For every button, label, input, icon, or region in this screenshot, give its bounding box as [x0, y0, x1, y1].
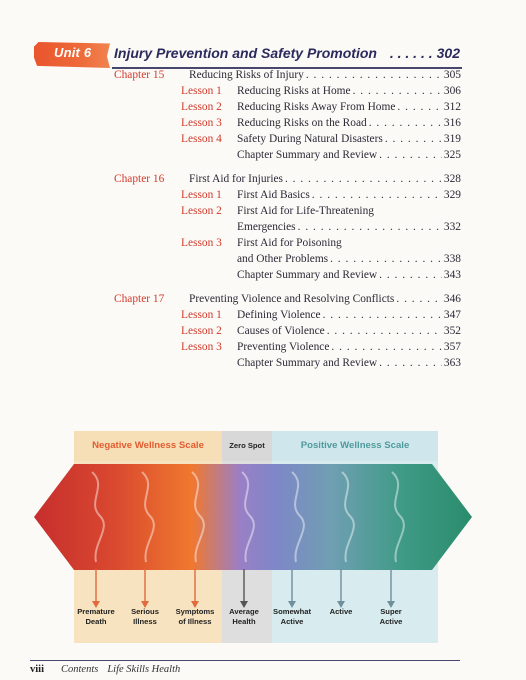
unit-title: Injury Prevention and Safety Promotion: [114, 45, 377, 61]
summary-title: Chapter Summary and Review: [237, 357, 378, 369]
chapter-tag: Chapter 17: [114, 293, 165, 305]
leader-dots: [331, 340, 441, 355]
lesson-tag: Lesson 4: [181, 133, 222, 145]
zero-spot-header: Zero Spot: [222, 431, 272, 461]
lesson-page: 357: [443, 341, 461, 353]
lesson-tag: Lesson 2: [181, 101, 222, 113]
lesson-title: Safety During Natural Disasters: [237, 133, 383, 145]
lesson-title: First Aid Basics: [237, 189, 310, 201]
label-super-active: Super Active: [379, 607, 403, 626]
lesson-tag: Lesson 1: [181, 189, 222, 201]
toc-chapter-17[interactable]: [0, 292, 526, 307]
label-active: Active: [329, 607, 353, 616]
lesson-title: Causes of Violence: [237, 325, 325, 337]
lesson-title-continued: and Other Problems: [237, 253, 329, 265]
leader-dots: [379, 268, 442, 283]
toc-chapter-summary[interactable]: [0, 268, 526, 283]
lesson-page: 347: [443, 309, 461, 321]
unit-dots: . . . . . .: [389, 45, 433, 61]
toc-chapter-summary[interactable]: [0, 356, 526, 371]
lesson-page: 312: [443, 101, 461, 113]
toc-lesson-continued[interactable]: [0, 220, 526, 235]
footer-running-title: [61, 664, 180, 675]
chapter-title: Reducing Risks of Injury: [189, 69, 304, 81]
lesson-page: 332: [443, 221, 461, 233]
toc-lesson[interactable]: [0, 100, 526, 115]
lesson-tag: Lesson 1: [181, 85, 222, 97]
toc-lesson[interactable]: [0, 324, 526, 339]
lesson-tag: Lesson 1: [181, 309, 222, 321]
indicator-arrows: [34, 569, 472, 609]
unit-title-line[interactable]: [114, 45, 460, 61]
chapter-page: 346: [443, 293, 461, 305]
leader-dots: [312, 188, 442, 203]
lesson-page: 352: [443, 325, 461, 337]
chapter-tag: Chapter 16: [114, 173, 165, 185]
leader-dots: [323, 308, 442, 323]
leader-dots: [379, 148, 442, 163]
summary-page: 363: [443, 357, 461, 369]
footer-book-title: Life Skills Health: [107, 664, 181, 675]
positive-wellness-header: Positive Wellness Scale: [272, 431, 438, 461]
leader-dots: [298, 220, 442, 235]
summary-title: Chapter Summary and Review: [237, 149, 378, 161]
footer-section: Contents: [61, 664, 99, 675]
summary-title: Chapter Summary and Review: [237, 269, 378, 281]
lesson-title: Reducing Risks on the Road: [237, 117, 367, 129]
leader-dots: [327, 324, 442, 339]
leader-dots: [369, 116, 442, 131]
toc-lesson[interactable]: [0, 308, 526, 323]
lesson-title: Reducing Risks Away From Home: [237, 101, 396, 113]
leader-dots: [330, 252, 442, 267]
leader-dots: [306, 68, 442, 83]
unit-page: 302: [436, 45, 460, 61]
label-symptoms-of-illness: Symptoms of Illness: [175, 607, 215, 626]
footer-page-number: viii: [30, 664, 45, 675]
footer-rule: [30, 660, 460, 661]
lesson-page: 329: [443, 189, 461, 201]
lesson-title: First Aid for Life-Threatening: [237, 205, 374, 217]
toc-lesson[interactable]: [0, 204, 526, 219]
chapter-tag: Chapter 15: [114, 69, 165, 81]
leader-dots: [396, 292, 442, 307]
toc-chapter-15[interactable]: [0, 68, 526, 83]
wellness-scale-diagram: [34, 431, 472, 643]
lesson-tag: Lesson 3: [181, 237, 222, 249]
negative-wellness-header: Negative Wellness Scale: [74, 431, 222, 461]
toc-lesson-continued[interactable]: [0, 252, 526, 267]
chapter-title: Preventing Violence and Resolving Conflicts: [189, 293, 395, 305]
toc-lesson[interactable]: [0, 236, 526, 251]
lesson-tag: Lesson 3: [181, 341, 222, 353]
lesson-title: Preventing Violence: [237, 341, 330, 353]
unit-label: Unit 6: [54, 45, 92, 60]
lesson-title: Defining Violence: [237, 309, 321, 321]
lesson-title: First Aid for Poisoning: [237, 237, 342, 249]
toc-chapter-summary[interactable]: [0, 148, 526, 163]
wellness-band: [34, 464, 472, 570]
lesson-page: 319: [443, 133, 461, 145]
leader-dots: [397, 100, 441, 115]
chapter-page: 305: [443, 69, 461, 81]
lesson-tag: Lesson 2: [181, 205, 222, 217]
toc-lesson[interactable]: [0, 188, 526, 203]
toc-lesson[interactable]: [0, 84, 526, 99]
leader-dots: [353, 84, 442, 99]
lesson-tag: Lesson 3: [181, 117, 222, 129]
label-somewhat-active: Somewhat Active: [273, 607, 311, 626]
lesson-tag: Lesson 2: [181, 325, 222, 337]
summary-page: 325: [443, 149, 461, 161]
lesson-page: 338: [443, 253, 461, 265]
summary-page: 343: [443, 269, 461, 281]
label-serious-illness: Serious Illness: [131, 607, 159, 626]
lesson-title-continued: Emergencies: [237, 221, 296, 233]
label-average-health: Average Health: [229, 607, 259, 626]
leader-dots: [385, 132, 442, 147]
toc-lesson[interactable]: [0, 340, 526, 355]
toc-lesson[interactable]: [0, 116, 526, 131]
chapter-title: First Aid for Injuries: [189, 173, 283, 185]
lesson-title: Reducing Risks at Home: [237, 85, 351, 97]
lesson-page: 306: [443, 85, 461, 97]
chapter-page: 328: [443, 173, 461, 185]
leader-dots: [379, 356, 442, 371]
lesson-page: 316: [443, 117, 461, 129]
toc-lesson[interactable]: [0, 132, 526, 147]
toc-chapter-16[interactable]: [0, 172, 526, 187]
leader-dots: [285, 172, 442, 187]
label-premature-death: Premature Death: [77, 607, 115, 626]
